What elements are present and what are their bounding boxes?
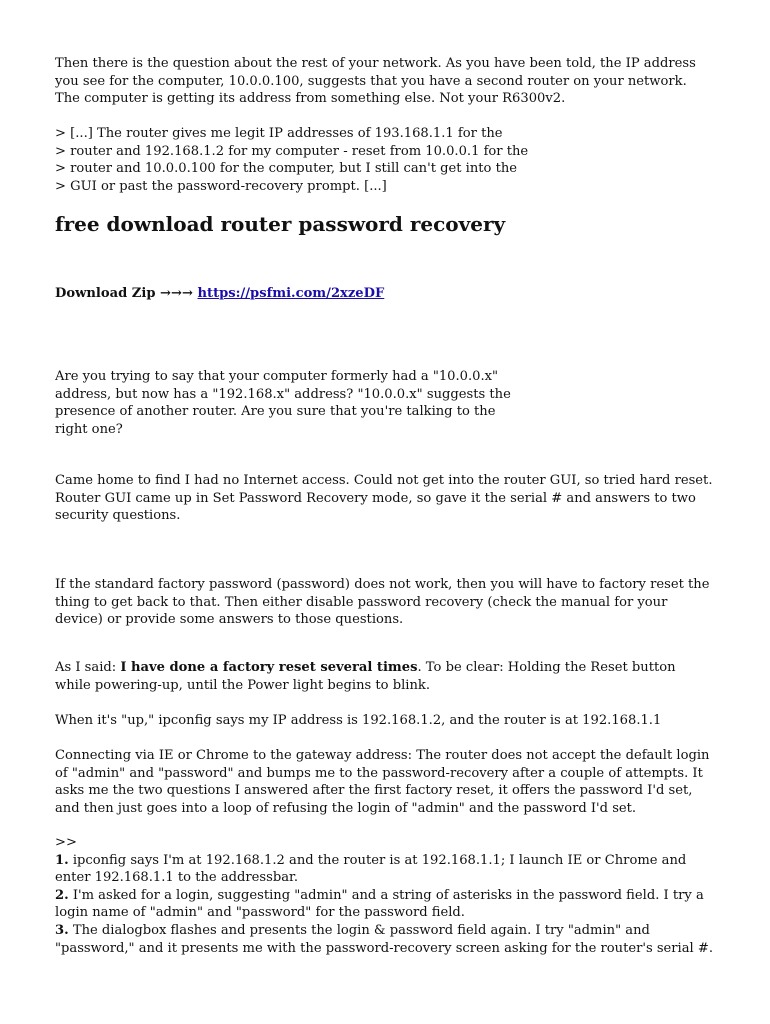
quote-line: > GUI or past the password-recovery prompt. [...] (55, 178, 387, 194)
intro-paragraph: Then there is the question about the rest of your network. As you have been told, the IP address you see for the computer, 10.0.0.100, suggests that you have a second router on your network. The computer is getting its address from something else. Not your R6300v2. (55, 56, 696, 107)
paragraph-4 (55, 659, 715, 694)
steps-list (55, 834, 715, 957)
quote-block (55, 125, 528, 195)
paragraph-4-prefix: As I said: (55, 660, 121, 675)
paragraph-4-suffix: . To be clear: Holding the Reset button while powering-up, until the Power light begins to blink. (55, 660, 676, 693)
paragraph-1 (55, 368, 511, 438)
step-text: The dialogbox flashes and presents the login & password field again. I try "admin" and "password," and it presents me with the password-recovery screen asking for the router's serial #. (55, 922, 714, 956)
paragraph-4-bold: I have done a factory reset several times (120, 660, 418, 675)
paragraph-3: If the standard factory password (password) does not work, then you will have to factory reset the thing to get back to that. Then either disable password recovery (check the manual for your device) or provide some answers to those questions. (55, 577, 710, 628)
step-item (55, 852, 715, 887)
page-heading: free download router password recovery (55, 212, 506, 236)
quote-line: > [...] The router gives me legit IP addresses of 193.168.1.1 for the (55, 126, 503, 141)
step-text: ipconfig says I'm at 192.168.1.2 and the router is at 192.168.1.1; I launch IE or Chrome and enter 192.168.1.1 to the addressbar. (55, 852, 687, 886)
paragraph-5: When it's "up," ipconfig says my IP address is 192.168.1.2, and the router is at 192.168.1.1 (55, 713, 662, 728)
paragraph-2: Came home to find I had no Internet access. Could not get into the router GUI, so tried hard reset. Router GUI came up in Set Password Recovery mode, so gave it the serial # and answers to two security questions. (55, 473, 713, 524)
step-item (55, 922, 715, 957)
paragraph-line: presence of another router. Are you sure that you're talking to the (55, 404, 496, 420)
download-line (55, 285, 384, 303)
step-item (55, 887, 715, 922)
paragraph-line: address, but now has a "192.168.x" address? "10.0.0.x" suggests the (55, 386, 511, 402)
step-text: I'm asked for a login, suggesting "admin" and a string of asterisks in the password field. I try a login name of "admin" and "password" for the password field. (55, 887, 704, 921)
steps-marker: >> (55, 835, 77, 850)
download-label: Download Zip →→→ (55, 286, 193, 301)
step-number: 3. (55, 922, 69, 938)
step-number: 2. (55, 887, 69, 903)
paragraph-6: Connecting via IE or Chrome to the gateway address: The router does not accept the default login of "admin" and "password" and bumps me to the password-recovery after a couple of attempts. It asks me the two questions I answered after the first factory reset, it offers the password I'd set, and then just goes into a loop of refusing the login of "admin" and the password I'd set. (55, 748, 710, 816)
quote-line: > router and 192.168.1.2 for my computer - reset from 10.0.0.1 for the (55, 143, 529, 159)
step-number: 1. (55, 852, 69, 868)
quote-line: > router and 10.0.0.100 for the computer, but I still can't get into the (55, 161, 518, 177)
paragraph-line: right one? (55, 421, 123, 437)
paragraph-line: Are you trying to say that your computer formerly had a "10.0.0.x" (55, 369, 499, 384)
download-link[interactable]: https://psfmi.com/2xzeDF (197, 286, 385, 301)
